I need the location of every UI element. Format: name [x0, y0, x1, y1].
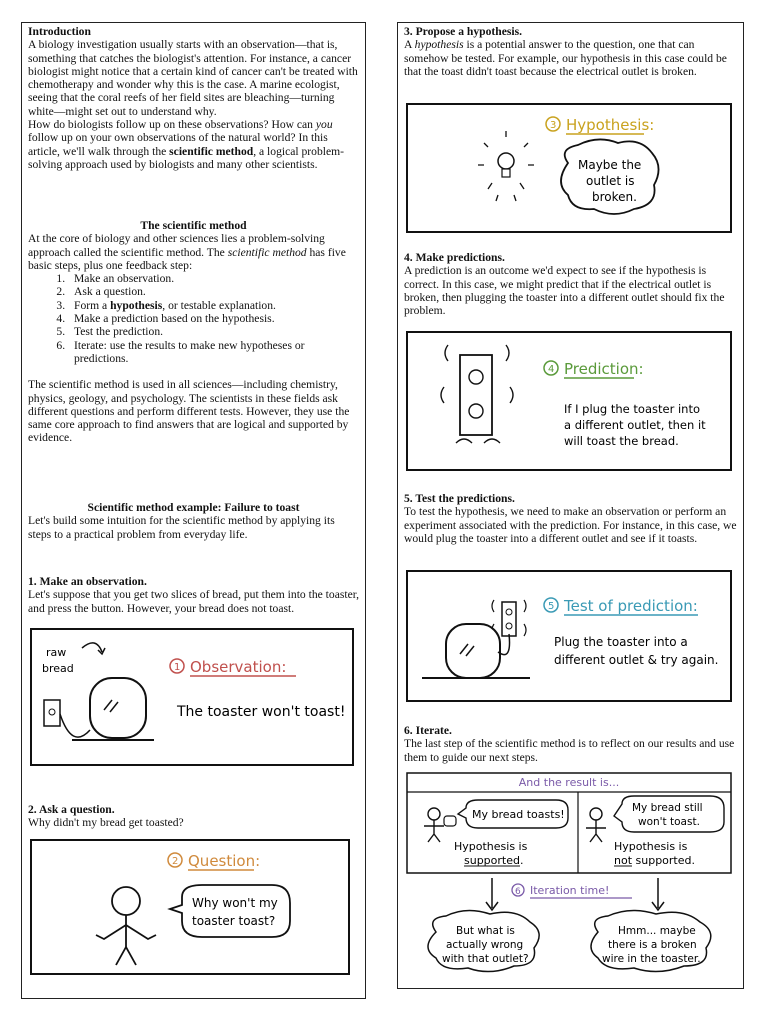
- step-4-paragraph: A prediction is an outcome we'd expect to see if the hypothesis is correct. In this case, we might predict that if the electrical outlet is broken, then plugging the toaster into a different outlet should fix the problem.: [404, 264, 725, 318]
- step-item: 4. Make a prediction based on the hypothesis.: [68, 312, 359, 325]
- step-4-heading: 4. Make predictions.: [404, 251, 505, 264]
- person-legs-icon: [116, 947, 136, 965]
- step-6-paragraph: The last step of the scientific method is to reflect on our results and use them to guide our next steps.: [404, 737, 735, 764]
- test-line-2: different outlet & try again.: [554, 653, 719, 667]
- sad-person-icon: [590, 808, 602, 820]
- not-word: not: [614, 854, 633, 867]
- question-number: 2: [172, 856, 179, 867]
- lightbulb-base-icon: [502, 169, 510, 177]
- right-bubble-line-1: My bread still: [632, 802, 703, 814]
- prediction-line-2: a different outlet, then it: [564, 418, 706, 432]
- intro-scientific-method: scientific method: [169, 144, 254, 158]
- step-item: 6. Iterate: use the results to make new hypotheses or predictions.: [68, 339, 359, 366]
- hypothesis-label: Hypothesis:: [566, 116, 655, 134]
- left-cloud-line-1: But what is: [456, 925, 515, 937]
- toaster-icon: [90, 678, 146, 738]
- right-caption-2: [614, 854, 695, 867]
- example-paragraph: Let's build some intuition for the scientific method by applying its steps to a practical problem from everyday life.: [28, 514, 335, 541]
- intro-you: you: [315, 118, 333, 132]
- intro-heading: Introduction: [28, 25, 91, 38]
- step-item: [68, 299, 359, 312]
- step-3-rest: , or testable explanation.: [162, 298, 276, 312]
- hypothesis-figure: [406, 103, 732, 233]
- step-3-para-b: is a potential answer to the question, one that can somehow be tested. For example, our hypothesis in this case could be that the toast didn't toast because the electrical outlet is broken.: [404, 38, 727, 78]
- intro-paragraph-2a: How do biologists follow up on these observations? How can: [28, 118, 316, 132]
- step-1-paragraph: Let's suppose that you get two slices of bread, put them into the toaster, and press the button. However, your bread does not toast.: [28, 588, 360, 615]
- hypothesis-drawing: [408, 105, 730, 231]
- step-1-heading: 1. Make an observation.: [28, 575, 147, 588]
- intro-section: [28, 25, 359, 171]
- hypothesis-number: 3: [550, 120, 557, 131]
- right-column: [397, 22, 744, 989]
- hypothesis-line-3: broken.: [592, 190, 637, 204]
- method-section: [28, 219, 359, 445]
- iterate-figure: [406, 772, 732, 982]
- step-6-section: [404, 724, 737, 764]
- intro-paragraph-1: A biology investigation usually starts with an observation—that is, something that catches the biologist's attention. For instance, a cancer biologist might notice that a certain kind of cancer can't be treated with chemotherapy and wonder why this is the case. A marine ecologist, seeing that the coral reefs of her field sites are bleaching—turning white—might set out to understand why.: [28, 38, 358, 118]
- iterate-drawing: [406, 772, 732, 982]
- down-arrow-icon: [652, 878, 664, 910]
- test-line-1: Plug the toaster into a: [554, 635, 688, 649]
- method-steps: [28, 272, 359, 365]
- right-cloud-line-2: there is a broken: [608, 939, 697, 951]
- method-paragraph-a: At the core of biology and other sciences lies a problem-solving approach called the scientific method. The: [28, 232, 325, 259]
- prediction-figure: [406, 331, 732, 471]
- down-arrow-icon: [486, 878, 498, 910]
- test-label: Test of prediction:: [564, 597, 698, 615]
- intro-paragraph-2c: , a logical problem-solving approach used by biologists and many other scientists.: [28, 144, 345, 171]
- step-5-section: [404, 492, 737, 545]
- intro-paragraph-2b: follow up on your own observations of the natural world? In this article, we'll walk through the: [28, 131, 328, 158]
- prediction-number: 4: [548, 364, 555, 375]
- step-3-para-a: A: [404, 38, 415, 52]
- person-arm-icon: [96, 925, 126, 939]
- person-head-icon: [112, 887, 140, 915]
- left-caption-1: Hypothesis is: [454, 840, 528, 853]
- example-section: [28, 501, 359, 541]
- step-item: 1. Make an observation.: [68, 272, 359, 285]
- method-heading: The scientific method: [140, 219, 247, 232]
- step-3-text: Form a: [74, 298, 111, 312]
- step-3-em: hypothesis: [414, 38, 464, 52]
- test-drawing: [408, 572, 730, 700]
- right-caption-1: Hypothesis is: [614, 840, 688, 853]
- question-label: Question:: [188, 852, 261, 870]
- speech-bubble-icon: [170, 885, 290, 937]
- example-heading: Scientific method example: Failure to toast: [87, 501, 300, 514]
- happy-person-icon: [428, 808, 440, 820]
- observation-label: Observation:: [190, 658, 287, 676]
- test-figure: [406, 570, 732, 702]
- left-bubble-text: My bread toasts!: [472, 808, 565, 821]
- method-em: scientific method: [227, 245, 307, 259]
- raw-label: raw: [46, 646, 67, 659]
- hypothesis-line-2: outlet is: [586, 174, 635, 188]
- toast-icon: [444, 816, 456, 826]
- observation-text: The toaster won't toast!: [177, 704, 346, 720]
- observation-figure: [30, 628, 354, 766]
- left-caption-2: supported.: [464, 854, 524, 867]
- left-column: [21, 22, 366, 999]
- left-cloud-line-3: with that outlet?: [442, 953, 529, 965]
- step-2-section: [28, 803, 359, 830]
- supported-word: supported.: [632, 854, 695, 867]
- prediction-line-3: will toast the bread.: [564, 434, 679, 448]
- outlet-icon: [460, 355, 492, 435]
- step-6-heading: 6. Iterate.: [404, 724, 452, 737]
- right-cloud-line-3: wire in the toaster.: [602, 953, 701, 965]
- step-3-bold: hypothesis: [110, 298, 163, 312]
- step-3-section: [404, 25, 737, 78]
- person-arm-icon: [126, 925, 156, 939]
- outlet-icon: [44, 700, 60, 726]
- right-bubble-line-2: won't toast.: [638, 816, 700, 828]
- step-2-heading: 2. Ask a question.: [28, 803, 115, 816]
- bread-label: bread: [42, 662, 74, 675]
- test-number: 5: [548, 601, 555, 612]
- iteration-number: 6: [515, 887, 521, 897]
- step-5-paragraph: To test the hypothesis, we need to make an observation or perform an experiment associated with the prediction. For instance, in this case, we would plug the toaster into a different outlet and see if it toasts.: [404, 505, 737, 545]
- iteration-label: Iteration time!: [530, 884, 610, 897]
- step-2-paragraph: Why didn't my bread get toasted?: [28, 816, 184, 830]
- hypothesis-line-1: Maybe the: [578, 158, 642, 172]
- prediction-line-1: If I plug the toaster into: [564, 402, 700, 416]
- step-item: 5. Test the prediction.: [68, 325, 359, 338]
- right-cloud-line-1: Hmm... maybe: [618, 925, 696, 937]
- outlet-icon: [502, 602, 516, 636]
- question-figure: [30, 839, 350, 975]
- step-5-heading: 5. Test the predictions.: [404, 492, 515, 505]
- method-paragraph-2: The scientific method is used in all sciences—including chemistry, physics, geology, and psychology. The scientists in these fields ask different questions and perform different tests. However, they use the same core approach to find answers that are logical and supported by evidence.: [28, 378, 350, 445]
- step-3-heading: 3. Propose a hypothesis.: [404, 25, 522, 38]
- left-cloud-line-2: actually wrong: [446, 939, 524, 951]
- question-line-2: toaster toast?: [192, 914, 276, 928]
- observation-drawing: [32, 630, 352, 764]
- prediction-drawing: [408, 333, 730, 469]
- method-paragraph-b: has five basic steps, plus one feedback step:: [28, 245, 346, 272]
- question-line-1: Why won't my: [192, 896, 278, 910]
- toaster-icon: [446, 624, 500, 678]
- prediction-label: Prediction:: [564, 360, 644, 378]
- cord-icon: [60, 714, 90, 737]
- question-drawing: [32, 841, 348, 973]
- step-item: 2. Ask a question.: [68, 285, 359, 298]
- lightbulb-icon: [498, 153, 514, 169]
- step-4-section: [404, 251, 737, 317]
- result-title: And the result is...: [518, 776, 620, 789]
- observation-number: 1: [174, 662, 181, 673]
- step-1-section: [28, 575, 359, 615]
